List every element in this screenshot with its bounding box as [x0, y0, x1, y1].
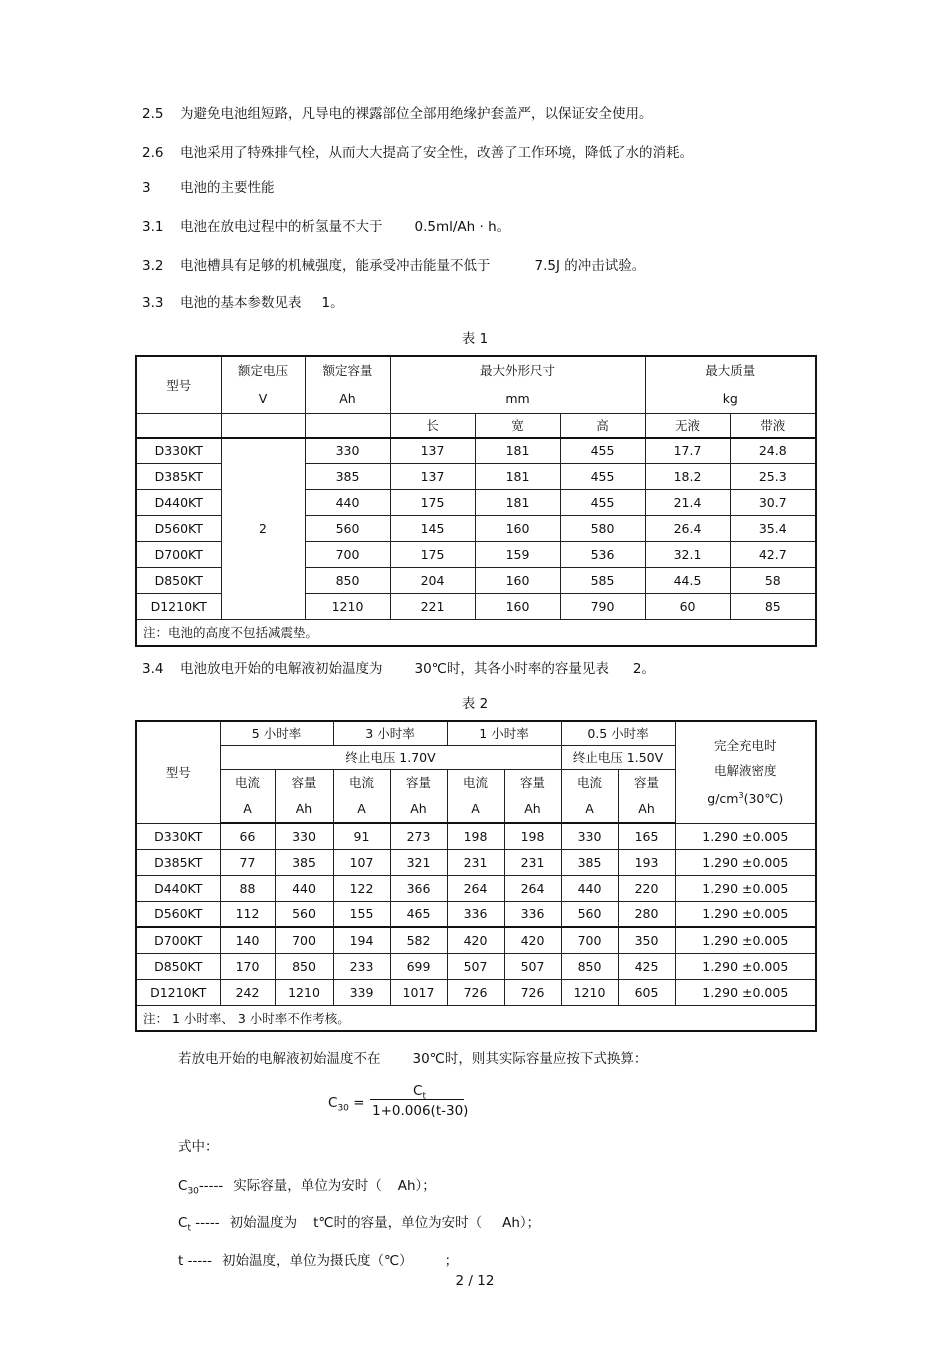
header-dimensions: 最大外形尺寸 [390, 356, 645, 384]
formula-denominator: 1+0.006(t-30) [372, 1103, 469, 1119]
para-ref: 2。 [632, 661, 655, 677]
para-value: 30℃时，则其实际容量应按下式换算： [412, 1051, 648, 1067]
para-2-5 [142, 102, 653, 122]
header-capacity-unit: Ah [390, 795, 447, 823]
table-row: D560KT 112 560 155 465 336 336 560 280 1.290 ±0.005 [136, 901, 816, 927]
header-capacity-unit: Ah [504, 795, 561, 823]
para-text: 电池在放电过程中的析氢量不大于 [180, 219, 383, 235]
header-current: 电流 [333, 769, 390, 795]
definition-ct: $C_t$ ----- 初始温度为 t℃时的容量，单位为安时（ Ah）； [178, 1215, 541, 1234]
para-3-1 [142, 215, 510, 235]
table-row: D560KT 560 145 160 580 26.4 35.4 [136, 516, 816, 542]
section-title: 电池的主要性能 [180, 180, 275, 196]
header-end-voltage-170: 终止电压 1.70V [220, 745, 561, 769]
definitions-intro: 式中： [178, 1139, 219, 1155]
table-row: D1210KT 242 1210 339 1017 726 726 1210 605 1.290 ±0.005 [136, 979, 816, 1005]
formula-numerator: $C_t$ [413, 1083, 426, 1102]
header-dry-mass: 无液 [645, 414, 730, 438]
para-value: 0.5ml/Ah · h。 [414, 219, 511, 235]
header-current: 电流 [447, 769, 504, 795]
header-current-unit: A [447, 795, 504, 823]
header-rate-3h: 3 小时率 [333, 721, 447, 745]
table-row: D700KT 140 700 194 582 420 420 700 350 1.290 ±0.005 [136, 927, 816, 953]
header-rate-05h: 0.5 小时率 [561, 721, 675, 745]
definition-t: t ----- 初始温度，单位为摄氏度（℃） ； [178, 1253, 459, 1269]
header-voltage: 额定电压 V [221, 356, 305, 414]
header-capacity: 容量 [504, 769, 561, 795]
para-value: 1。 [321, 295, 344, 311]
table-row: D330KT 2 330 137 181 455 17.7 24.8 [136, 438, 816, 464]
para-text: 电池放电开始的电解液初始温度为 [180, 661, 383, 677]
para-value: 30℃时，其各小时率的容量见表 [414, 661, 609, 677]
para-2-6 [142, 141, 693, 161]
definition-c30: $C_{30}-----$ 实际容量，单位为安时（ Ah）； [178, 1178, 436, 1197]
para-3-2 [142, 254, 645, 274]
para-text: 电池槽具有足够的机械强度，能承受冲击能量不低于 [180, 258, 491, 274]
header-capacity-unit: Ah [275, 795, 333, 823]
table1-caption: 表 1 [461, 331, 489, 347]
hourly-capacity-table [135, 720, 817, 1032]
section-number: 3 [142, 180, 151, 196]
table-row: D440KT 440 175 181 455 21.4 30.7 [136, 490, 816, 516]
fraction-bar [370, 1099, 464, 1100]
section-number: 2.5 [142, 106, 164, 122]
header-height: 高 [560, 414, 645, 438]
header-dimensions-unit: mm [390, 384, 645, 414]
table-row: D850KT 170 850 233 699 507 507 850 425 1.290 ±0.005 [136, 953, 816, 979]
table-row: D440KT 88 440 122 366 264 264 440 220 1.290 ±0.005 [136, 875, 816, 901]
table-row: D1210KT 1210 221 160 790 60 85 [136, 594, 816, 620]
section-number: 3.4 [142, 661, 164, 677]
para-text: 电池采用了特殊排气栓，从而大大提高了安全性，改善了工作环境，降低了水的消耗。 [180, 145, 693, 161]
section-number: 3.1 [142, 219, 164, 235]
header-mass: 最大质量 [645, 356, 816, 384]
section-number: 2.6 [142, 145, 164, 161]
header-density: 完全充电时 电解液密度 $g/cm^3(30℃)$ [675, 721, 816, 823]
header-current: 电流 [220, 769, 275, 795]
header-wet-mass: 带液 [730, 414, 816, 438]
header-end-voltage-150: 终止电压 1.50V [561, 745, 675, 769]
header-capacity: 容量 [390, 769, 447, 795]
table-row: D850KT 850 204 160 585 44.5 58 [136, 568, 816, 594]
formula-lhs: $C_{30}$ = [328, 1095, 365, 1114]
table-row: D385KT 385 137 181 455 18.2 25.3 [136, 464, 816, 490]
header-capacity: 额定容量 Ah [305, 356, 390, 414]
table-row: D385KT 77 385 107 321 231 231 385 193 1.290 ±0.005 [136, 849, 816, 875]
header-mass-unit: kg [645, 384, 816, 414]
header-capacity: 容量 [618, 769, 675, 795]
table-row: D330KT 66 330 91 273 198 198 330 165 1.290 ±0.005 [136, 823, 816, 849]
para-value: 7.5J 的冲击试验。 [534, 258, 646, 274]
header-width: 宽 [475, 414, 560, 438]
table-row: D700KT 700 175 159 536 32.1 42.7 [136, 542, 816, 568]
table2-caption: 表 2 [461, 696, 489, 712]
table1-note: 注：电池的高度不包括减震垫。 [136, 620, 816, 646]
battery-parameters-table [135, 355, 817, 647]
page-number: 2 / 12 [455, 1273, 495, 1289]
header-model: 型号 [136, 721, 220, 823]
header-capacity: 容量 [275, 769, 333, 795]
header-rate-1h: 1 小时率 [447, 721, 561, 745]
para-text: 电池的基本参数见表 [180, 295, 302, 311]
table2-note: 注： 1 小时率、 3 小时率不作考核。 [136, 1005, 816, 1031]
header-rate-5h: 5 小时率 [220, 721, 333, 745]
para-3-3 [142, 291, 344, 311]
para-conversion [178, 1047, 647, 1067]
section-number: 3.3 [142, 295, 164, 311]
header-current: 电流 [561, 769, 618, 795]
para-3-4 [142, 657, 655, 677]
header-current-unit: A [333, 795, 390, 823]
voltage-value: 2 [221, 438, 305, 620]
para-text: 若放电开始的电解液初始温度不在 [178, 1051, 381, 1067]
header-current-unit: A [220, 795, 275, 823]
header-current-unit: A [561, 795, 618, 823]
section-number: 3.2 [142, 258, 164, 274]
header-length: 长 [390, 414, 475, 438]
section-heading-3 [142, 176, 275, 196]
para-text: 为避免电池组短路，凡导电的裸露部位全部用绝缘护套盖严，以保证安全使用。 [180, 106, 653, 122]
header-capacity-unit: Ah [618, 795, 675, 823]
header-model: 型号 [136, 356, 221, 414]
